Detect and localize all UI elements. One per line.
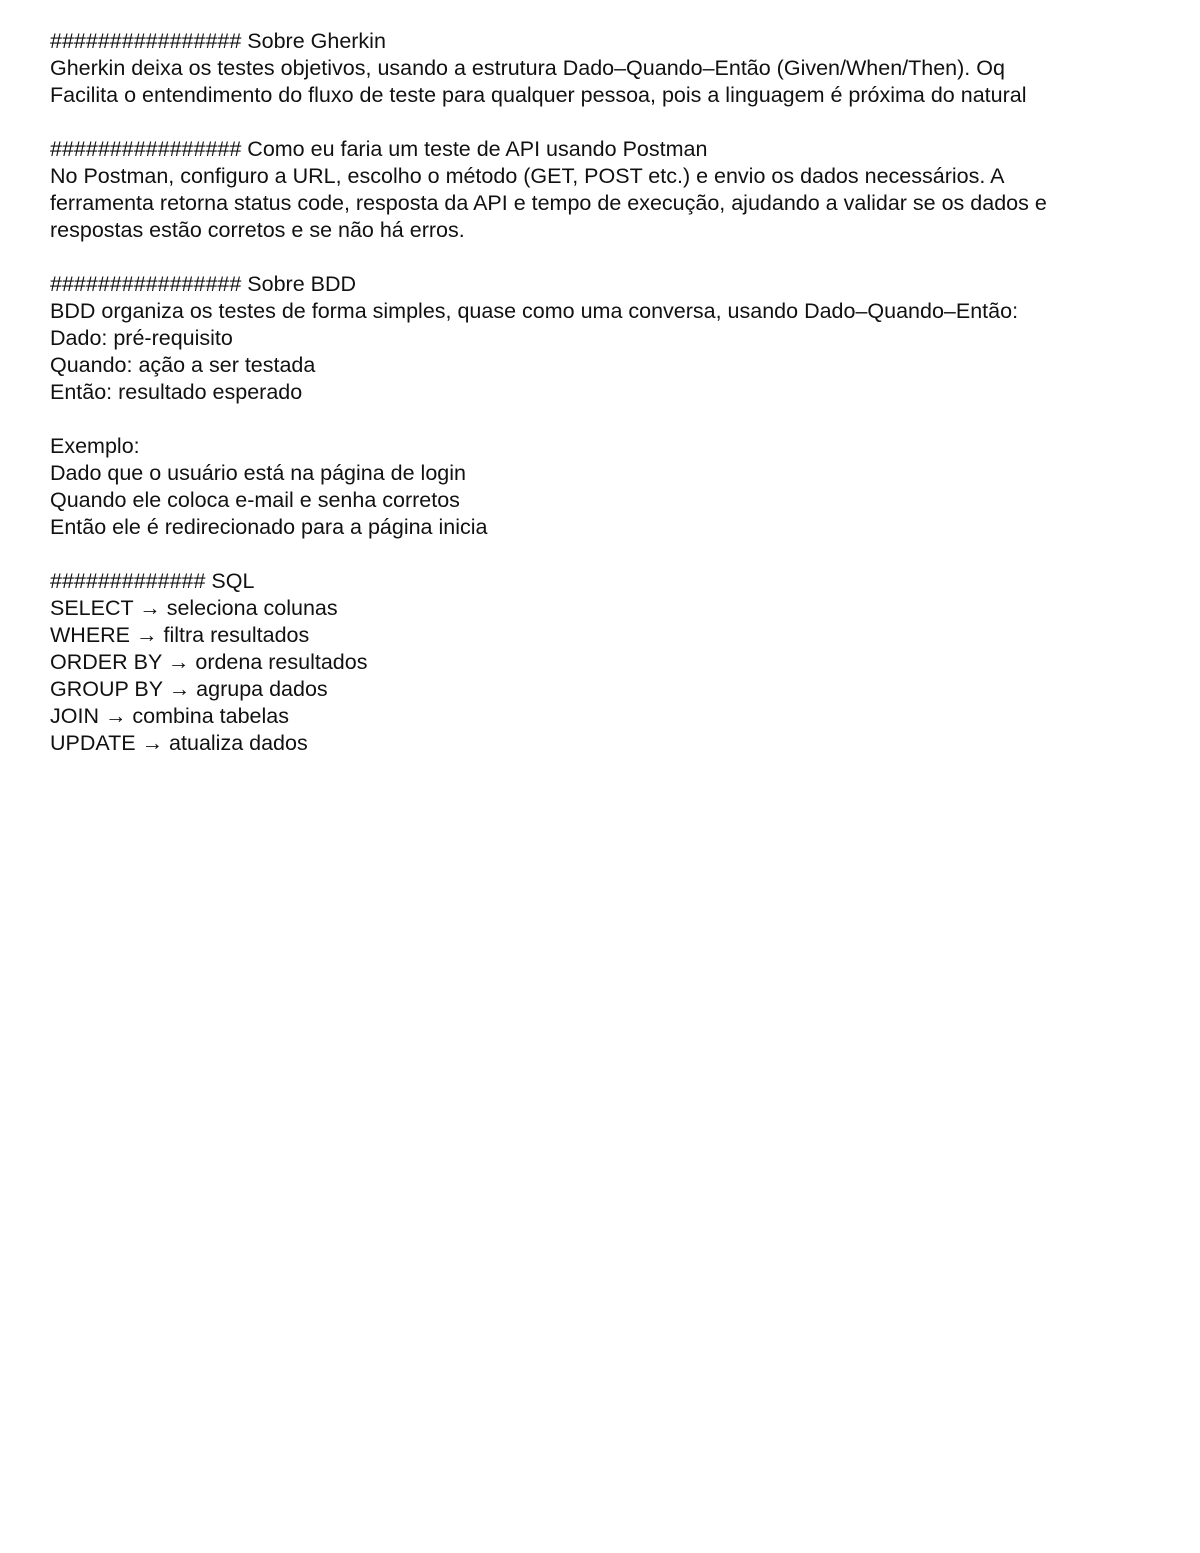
section-bdd (50, 271, 1170, 541)
section-gherkin (50, 28, 1170, 109)
sql-line: JOIN → combina tabelas (50, 704, 289, 728)
postman-line: No Postman, configuro a URL, escolho o método (GET, POST etc.) e envio os dados necessários. A (50, 164, 1005, 188)
bdd-line: Quando: ação a ser testada (50, 353, 316, 377)
sql-line: SELECT → seleciona colunas (50, 596, 338, 620)
sql-heading: ############# SQL (50, 569, 255, 593)
spacer (50, 109, 1170, 136)
bdd-example-line: Então ele é redirecionado para a página inicia (50, 515, 488, 539)
document-page (50, 28, 1170, 757)
bdd-example-line: Quando ele coloca e-mail e senha corretos (50, 488, 460, 512)
bdd-heading: ################ Sobre BDD (50, 272, 357, 296)
bdd-line: BDD organiza os testes de forma simples, quase como uma conversa, usando Dado–Quando–Então: (50, 299, 1019, 323)
gherkin-line: Gherkin deixa os testes objetivos, usando a estrutura Dado–Quando–Então (Given/When/Then). Oq (50, 56, 1005, 80)
spacer (50, 541, 1170, 568)
gherkin-line: Facilita o entendimento do fluxo de teste para qualquer pessoa, pois a linguagem é próxima do natural (50, 83, 1027, 107)
bdd-example-title: Exemplo: (50, 434, 140, 458)
section-sql (50, 568, 1170, 757)
bdd-example-line: Dado que o usuário está na página de login (50, 461, 466, 485)
bdd-line: Então: resultado esperado (50, 380, 303, 404)
postman-line: respostas estão corretos e se não há erros. (50, 218, 465, 242)
section-postman (50, 136, 1170, 244)
spacer (50, 406, 1170, 433)
postman-heading: ################ Como eu faria um teste de API usando Postman (50, 137, 708, 161)
sql-line: WHERE → filtra resultados (50, 623, 310, 647)
sql-line: GROUP BY → agrupa dados (50, 677, 328, 701)
sql-line: UPDATE → atualiza dados (50, 731, 308, 755)
sql-line: ORDER BY → ordena resultados (50, 650, 368, 674)
bdd-line: Dado: pré-requisito (50, 326, 233, 350)
postman-line: ferramenta retorna status code, resposta da API e tempo de execução, ajudando a validar se os dados e (50, 191, 1047, 215)
gherkin-heading: ################ Sobre Gherkin (50, 29, 386, 53)
spacer (50, 244, 1170, 271)
